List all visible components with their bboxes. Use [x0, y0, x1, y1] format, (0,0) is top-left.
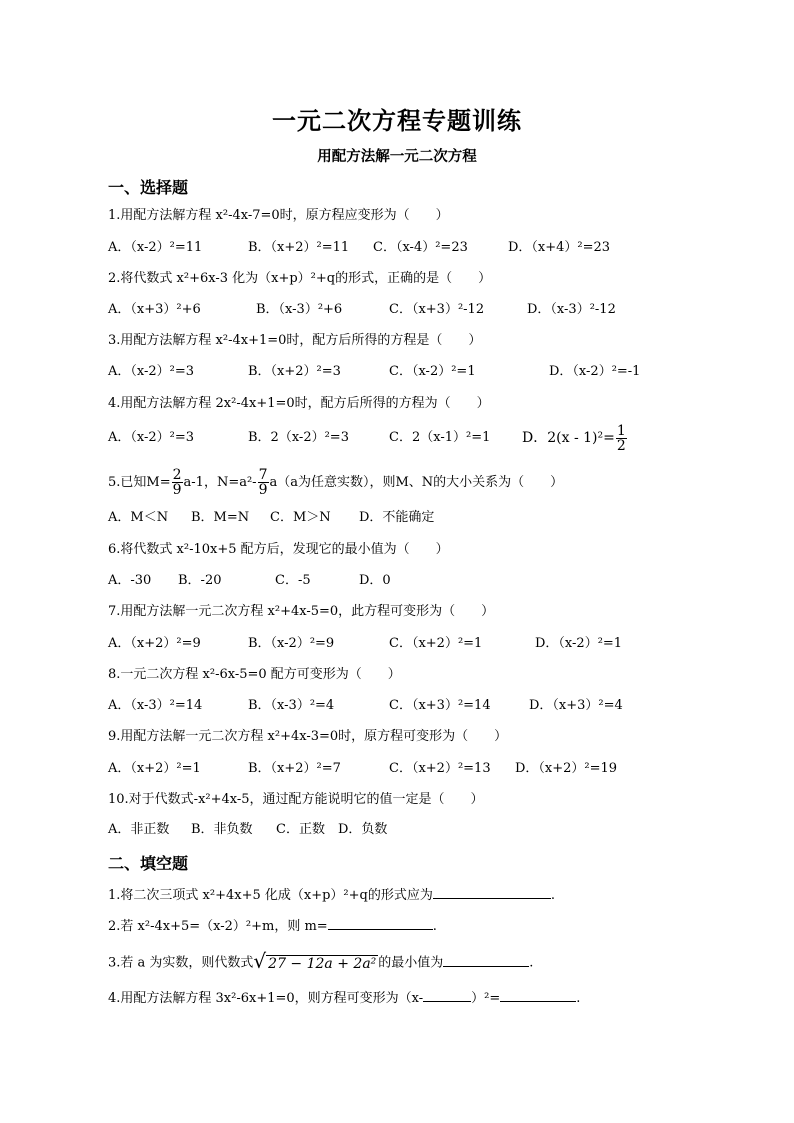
question-6-option-b: B．-20 — [178, 573, 222, 588]
question-7-option-b: B．（x-2）²=9 — [248, 636, 335, 651]
question-4-stem: 4.用配方法解方程 2x²-4x+1=0时，配方后所得的方程为（ ） — [108, 396, 490, 411]
fraction-seven-ninths — [258, 468, 269, 497]
question-10-option-a: A．非正数 — [108, 822, 170, 837]
radical-sign-icon: √ — [253, 949, 267, 973]
question-1-stem: 1.用配方法解方程 x²-4x-7=0时，原方程应变形为（ ） — [108, 208, 449, 223]
fraction-numerator: 7 — [258, 467, 268, 483]
question-6-stem: 6.将代数式 x²-10x+5 配方后，发现它的最小值为（ ） — [108, 542, 449, 557]
question-3-option-b: B．（x+2）²=3 — [248, 364, 341, 379]
question-2-stem: 2.将代数式 x²+6x-3 化为（x+p）²+q的形式，正确的是（ ） — [108, 271, 492, 286]
fill-question-4-text: 4.用配方法解方程 3x²-6x+1=0，则方程可变形为（x- — [108, 991, 424, 1006]
question-9-option-c: C．（x+2）²=13 — [389, 761, 491, 776]
fill-question-4-period: . — [576, 991, 581, 1006]
radicand: 27 − 12a + 2a² — [268, 956, 377, 972]
question-5-stem-part-b: a-1，N=a²- — [183, 475, 257, 490]
question-10-stem: 10.对于代数式-x²+4x-5，通过配方能说明它的值一定是（ ） — [108, 792, 484, 807]
question-6-option-a: A．-30 — [108, 573, 152, 588]
fill-question-3-period: . — [529, 955, 534, 971]
question-5-option-b: B．M=N — [191, 510, 250, 525]
question-8-stem: 8.一元二次方程 x²-6x-5=0 配方可变形为（ ） — [108, 667, 401, 682]
page-title: 一元二次方程专题训练 — [272, 106, 522, 135]
fraction-denominator: 2 — [616, 437, 626, 454]
question-1-option-b: B．（x+2）²=11 — [248, 240, 350, 255]
question-3-option-c: C．（x-2）²=1 — [389, 364, 476, 379]
question-5-option-a: A．M＜N — [108, 510, 169, 525]
fill-question-2-text: 2.若 x²-4x+5=（x-2）²+m，则 m= — [108, 919, 328, 934]
question-4-option-d — [522, 422, 628, 454]
question-9-option-a: A．（x+2）²=1 — [108, 761, 201, 776]
fill-question-3-text-b: 的最小值为 — [378, 955, 444, 971]
fill-question-1 — [108, 884, 555, 906]
question-10-option-d: D．负数 — [338, 822, 388, 837]
section-heading-choice: 一、选择题 — [108, 178, 189, 197]
section-heading-fill: 二、填空题 — [108, 854, 189, 873]
question-4-option-a: A．（x-2）²=3 — [108, 430, 195, 445]
answer-blank[interactable] — [328, 915, 433, 930]
fill-question-1-period: . — [550, 888, 555, 903]
fraction-two-ninths — [172, 468, 183, 497]
answer-blank[interactable] — [433, 884, 551, 899]
question-1-option-d: D．（x+4）²=23 — [508, 240, 611, 255]
answer-blank[interactable] — [500, 987, 576, 1002]
question-3-stem: 3.用配方法解方程 x²-4x+1=0时，配方后所得的方程是（ ） — [108, 333, 482, 348]
fraction-numerator: 2 — [172, 467, 182, 483]
fill-question-2 — [108, 915, 437, 937]
square-root-expression — [253, 948, 378, 978]
fraction-denominator: 9 — [258, 482, 268, 498]
question-10-option-c: C．正数 — [276, 822, 325, 837]
question-6-option-d: D．0 — [359, 573, 391, 588]
question-9-option-b: B．（x+2）²=7 — [248, 761, 341, 776]
question-9-option-d: D．（x+2）²=19 — [515, 761, 618, 776]
fill-question-3-text: 3.若 a 为实数，则代数式 — [108, 955, 254, 971]
question-1-option-a: A．（x-2）²=11 — [108, 240, 203, 255]
question-3-option-d: D．（x-2）²=-1 — [549, 364, 641, 379]
question-2-option-d: D．（x-3）²-12 — [527, 302, 616, 317]
question-3-option-a: A．（x-2）²=3 — [108, 364, 195, 379]
question-5-stem-part-c: a（a为任意实数），则M、N的大小关系为（ ） — [269, 475, 564, 490]
question-7-option-d: D．（x-2）²=1 — [535, 636, 623, 651]
fraction-one-half — [616, 424, 627, 453]
question-6-option-c: C．-5 — [275, 573, 311, 588]
question-4-option-d-text: D．2(x - 1)²= — [522, 430, 615, 446]
fraction-numerator: 1 — [616, 422, 626, 439]
question-8-option-c: C．（x+3）²=14 — [389, 698, 491, 713]
fraction-denominator: 9 — [172, 482, 182, 498]
fill-question-1-text: 1.将二次三项式 x²+4x+5 化成（x+p）²+q的形式应为 — [108, 888, 433, 903]
question-5-stem-part-a: 5.已知M= — [108, 475, 171, 490]
fill-question-4-text-b: ）²= — [471, 991, 501, 1006]
page-subtitle: 用配方法解一元二次方程 — [317, 148, 477, 165]
fill-question-2-period: . — [432, 919, 437, 934]
fill-question-3 — [108, 948, 533, 978]
question-9-stem: 9.用配方法解一元二次方程 x²+4x-3=0时，原方程可变形为（ ） — [108, 729, 508, 744]
question-4-option-c: C．2（x-1）²=1 — [389, 430, 491, 445]
question-8-option-b: B．（x-3）²=4 — [248, 698, 335, 713]
answer-blank[interactable] — [423, 987, 471, 1002]
question-5-option-d: D．不能确定 — [359, 510, 435, 525]
question-7-option-a: A．（x+2）²=9 — [108, 636, 201, 651]
fill-question-4 — [108, 987, 580, 1009]
question-5-option-c: C．M＞N — [270, 510, 331, 525]
answer-blank[interactable] — [443, 952, 529, 967]
question-2-option-c: C．（x+3）²-12 — [389, 302, 485, 317]
question-4-option-b: B．2（x-2）²=3 — [248, 430, 349, 445]
question-8-option-a: A．（x-3）²=14 — [108, 698, 203, 713]
question-2-option-b: B．（x-3）²+6 — [256, 302, 343, 317]
question-7-stem: 7.用配方法解一元二次方程 x²+4x-5=0，此方程可变形为（ ） — [108, 604, 495, 619]
question-8-option-d: D．（x+3）²=4 — [529, 698, 623, 713]
question-10-option-b: B．非负数 — [191, 822, 253, 837]
question-2-option-a: A．（x+3）²+6 — [108, 302, 201, 317]
question-5-stem — [108, 466, 563, 500]
question-1-option-c: C．（x-4）²=23 — [373, 240, 468, 255]
question-7-option-c: C．（x+2）²=1 — [389, 636, 483, 651]
